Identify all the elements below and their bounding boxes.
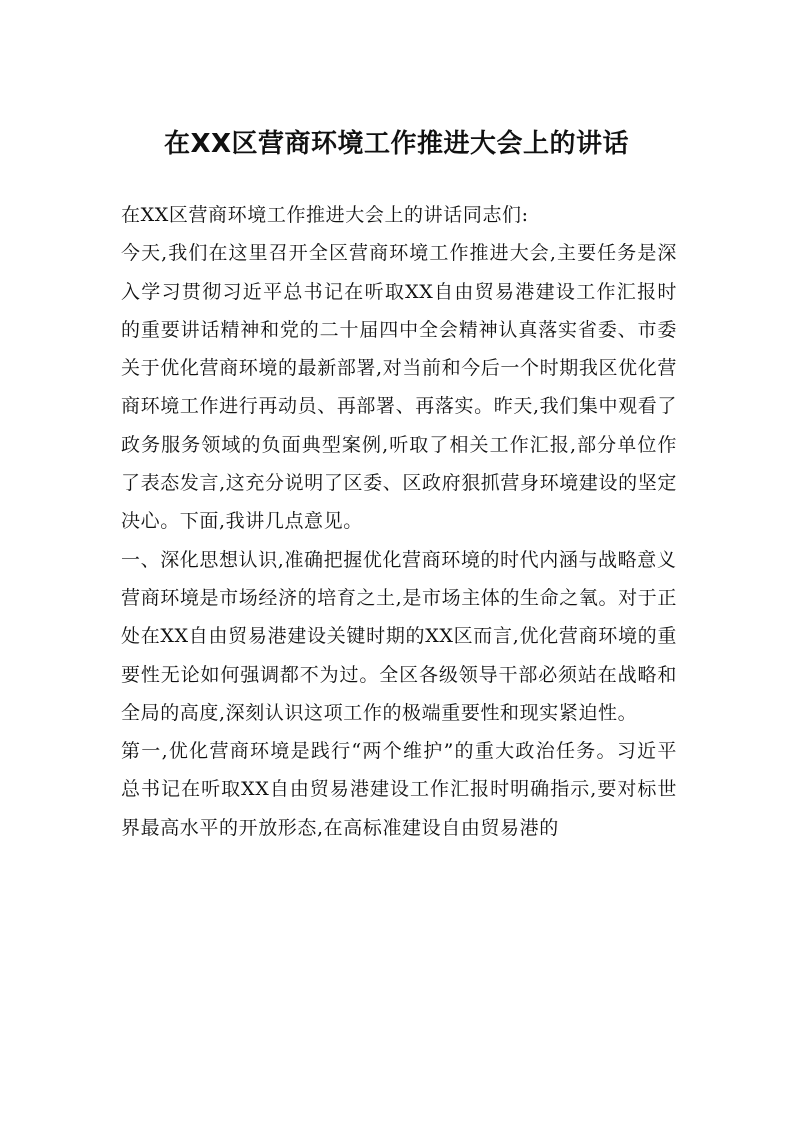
paragraph-point-1: 第一,优化营商环境是践行“两个维护”的重大政治任务。习近平总书记在听取XX自由贸易港建设工作汇报时明确指示,要对标世界最高水平的开放形态,在高标准建设自由贸易港的 (121, 740, 677, 839)
section-heading-1: 一、深化思想认识,准确把握优化营商环境的时代内涵与战略意义 (121, 548, 677, 571)
paragraph-greeting: 在XX区营商环境工作推进大会上的讲话同志们: (121, 204, 529, 226)
paragraph-intro: 今天,我们在这里召开全区营商环境工作推进大会,主要任务是深入学习贯彻习近平总书记在听取XX自由贸易港建设工作汇报时的重要讲话精神和党的二十届四中全会精神认真落实省委、市委关于优化营商环境的最新部署,对当前和今后一个时期我区优化营商环境工作进行再动员、再部署、再落实。昨天,我们集中观看了政务服务领域的负面典型案例,听取了相关工作汇报,部分单位作了表态发言,这充分说明了区委、区政府狠抓营身环境建设的坚定决心。下面,我讲几点意见。 (121, 242, 677, 533)
paragraph-section-1: 营商环境是市场经济的培育之土,是市场主体的生命之氧。对于正处在XX自由贸易港建设关键时期的XX区而言,优化营商环境的重要性无论如何强调都不为过。全区各级领导干部必须站在战略和全局的高度,深刻认识这项工作的极端重要性和现实紧迫性。 (121, 586, 677, 724)
document-title: 在XX区营商环境工作推进大会上的讲话 (163, 129, 630, 159)
document-body (121, 196, 677, 847)
